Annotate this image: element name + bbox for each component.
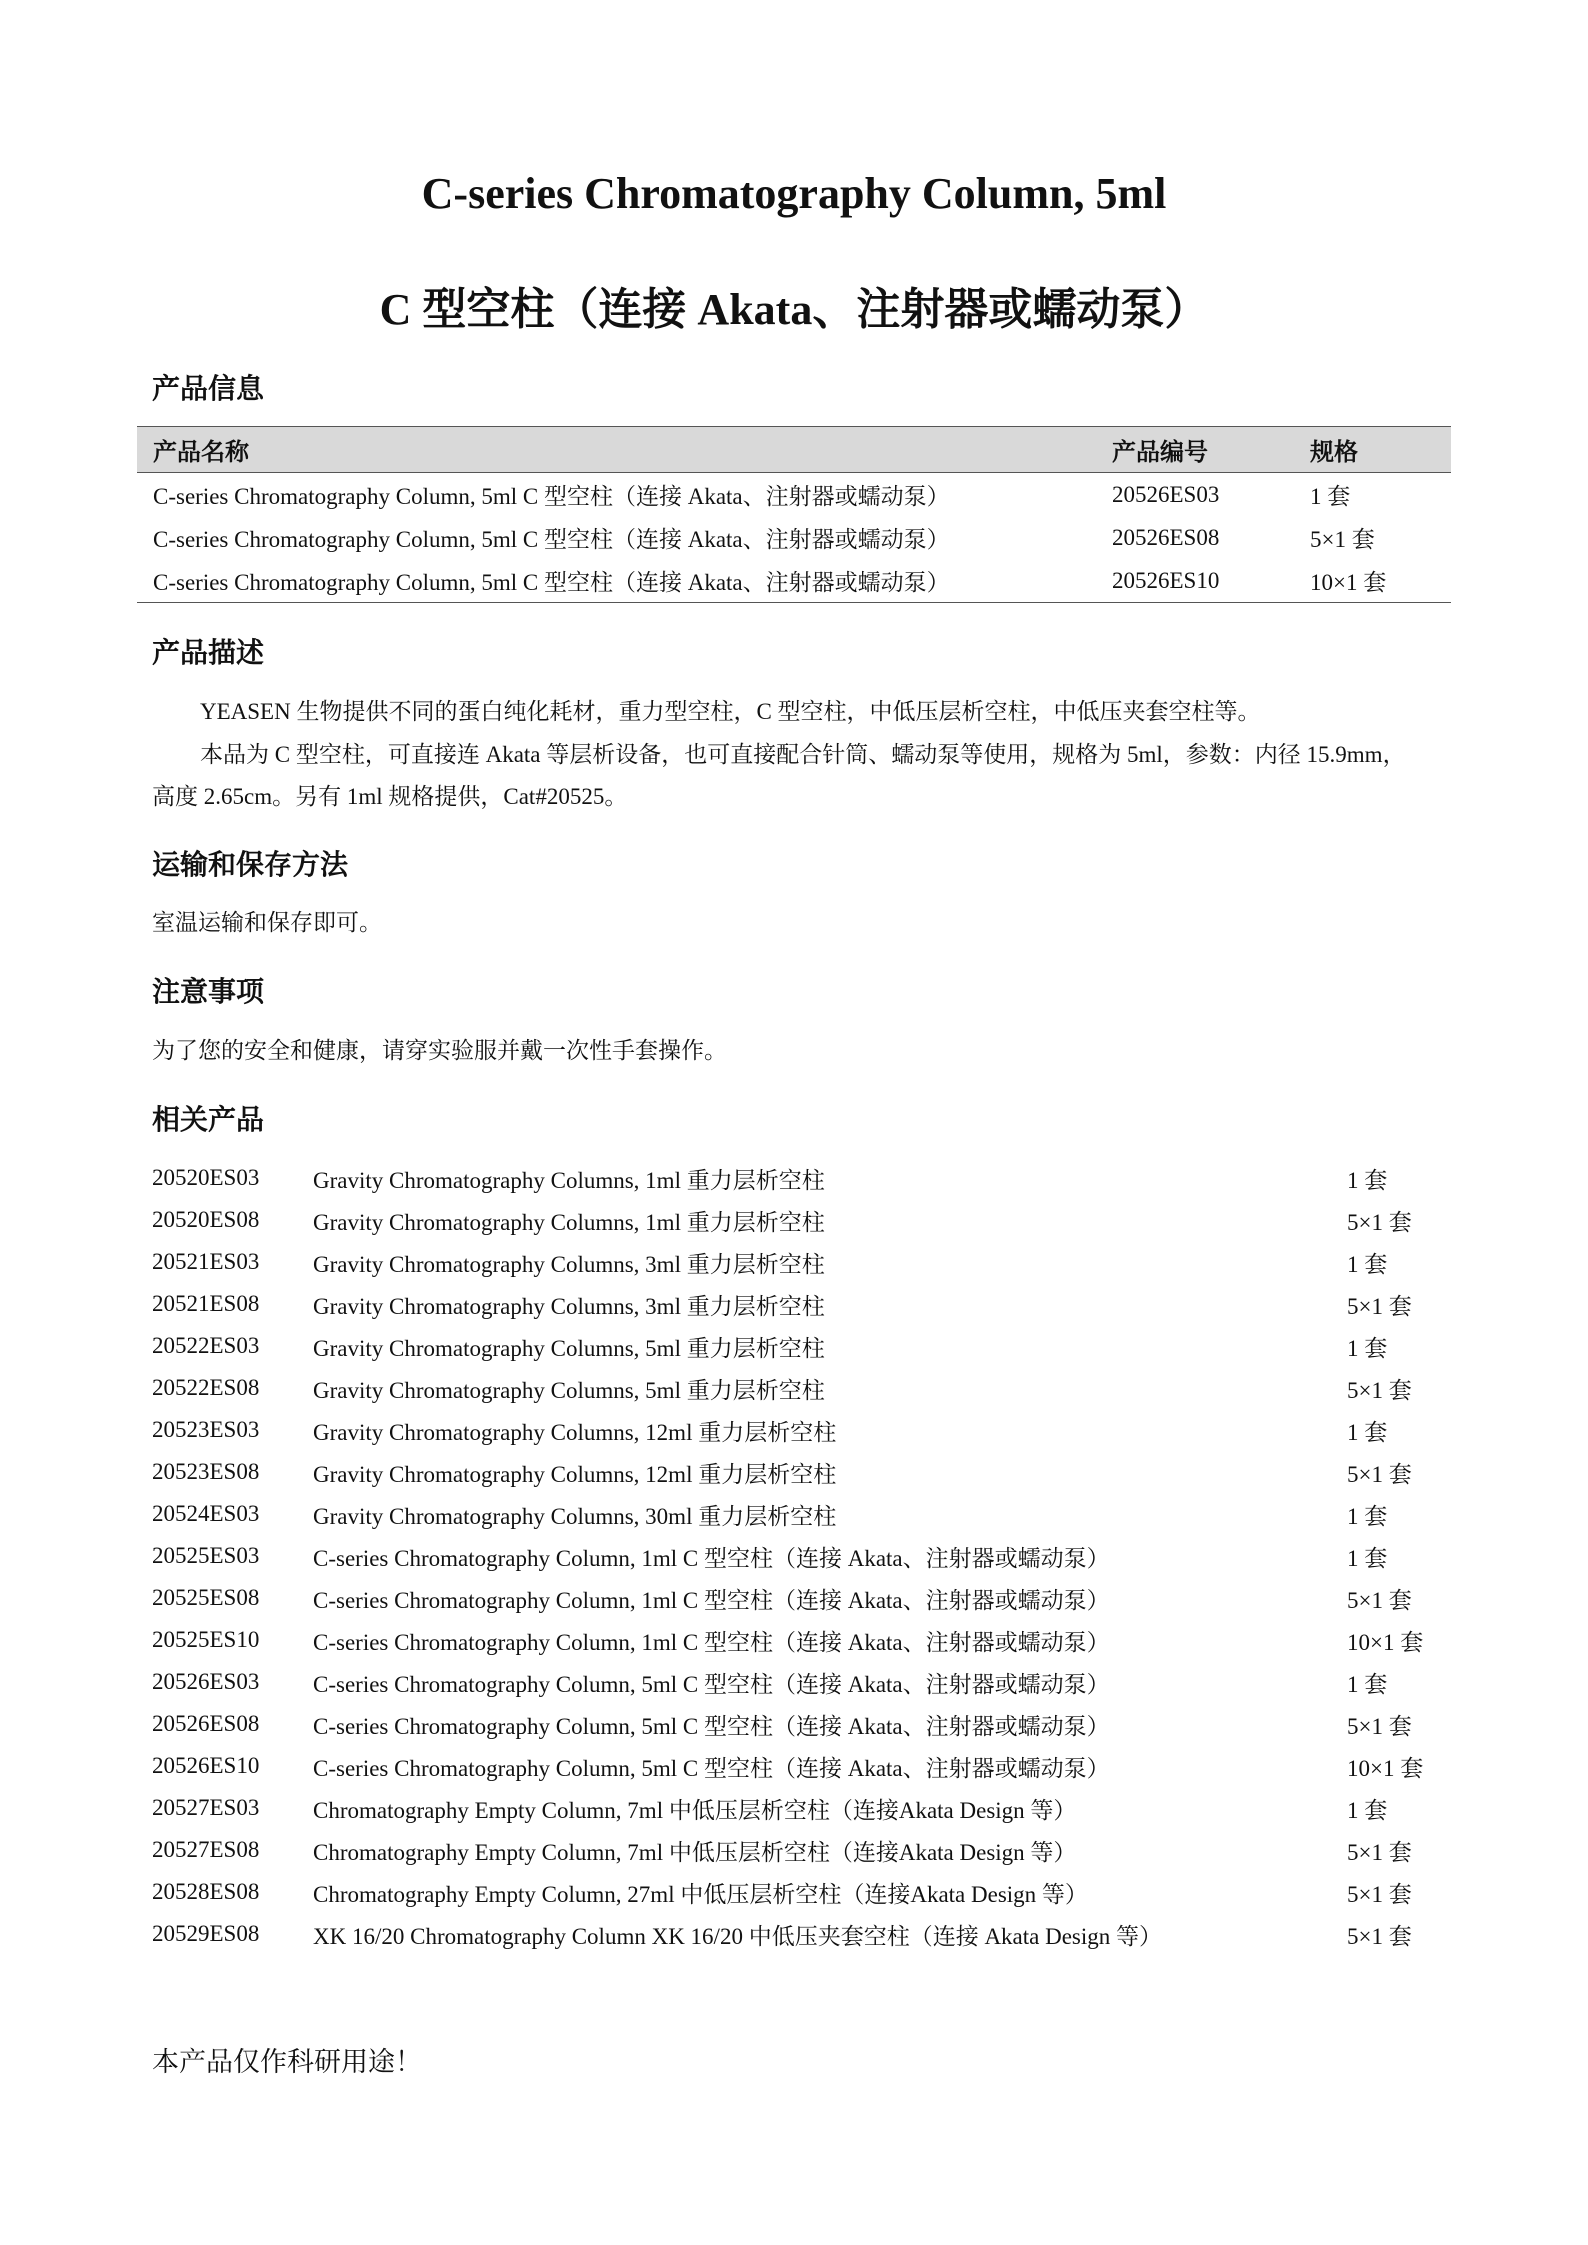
- header-spec: 规格: [1310, 427, 1451, 473]
- related-code: 20520ES08: [152, 1207, 260, 1232]
- related-spec: 5×1 套: [1347, 1209, 1412, 1235]
- header-product-code: 产品编号: [1112, 427, 1310, 473]
- table-row: [152, 1199, 1423, 1241]
- product-name: C-series Chromatography Column, 5ml C 型空柱（连接 Akata、注射器或蠕动泵）: [153, 484, 950, 509]
- related-name: C-series Chromatography Column, 1ml C 型空柱（连接 Akata、注射器或蠕动泵）: [313, 1545, 1110, 1571]
- related-code: 20529ES08: [152, 1921, 260, 1946]
- table-row: [152, 1913, 1423, 1955]
- description-paragraph-2-line-1: 本品为 C 型空柱，可直接连 Akata 等层析设备，也可直接配合针筒、蠕动泵等使用，规格为 5ml，参数：内径 15.9mm，: [200, 742, 1406, 767]
- table-row: [152, 1241, 1423, 1283]
- related-code: 20527ES03: [152, 1795, 260, 1820]
- related-name: Chromatography Empty Column, 27ml 中低压层析空柱（连接Akata Design 等）: [313, 1881, 1088, 1907]
- table-row: [152, 1283, 1423, 1325]
- table-row: [137, 516, 1451, 559]
- related-code: 20524ES03: [152, 1501, 260, 1526]
- related-code: 20525ES08: [152, 1585, 260, 1610]
- related-spec: 5×1 套: [1347, 1293, 1412, 1319]
- related-spec: 10×1 套: [1347, 1629, 1424, 1655]
- related-code: 20526ES03: [152, 1669, 260, 1694]
- table-row: [152, 1325, 1423, 1367]
- related-code: 20523ES08: [152, 1459, 260, 1484]
- related-code: 20525ES10: [152, 1627, 260, 1652]
- product-code: 20526ES10: [1112, 559, 1310, 603]
- related-spec: 5×1 套: [1347, 1881, 1412, 1907]
- description-paragraph-2-line-2: 高度 2.65cm。另有 1ml 规格提供，Cat#20525。: [152, 784, 628, 809]
- related-code: 20522ES03: [152, 1333, 260, 1358]
- related-name: C-series Chromatography Column, 5ml C 型空柱（连接 Akata、注射器或蠕动泵）: [313, 1671, 1110, 1697]
- related-name: Chromatography Empty Column, 7ml 中低压层析空柱（连接Akata Design 等）: [313, 1797, 1077, 1823]
- related-code: 20521ES03: [152, 1249, 260, 1274]
- related-name: Gravity Chromatography Columns, 3ml 重力层析空柱: [313, 1251, 825, 1277]
- title-chinese: C 型空柱（连接 Akata、注射器或蠕动泵）: [379, 285, 1209, 334]
- table-row: [152, 1451, 1423, 1493]
- related-spec: 1 套: [1347, 1671, 1388, 1697]
- notes-text: 为了您的安全和健康，请穿实验服并戴一次性手套操作。: [152, 1038, 727, 1063]
- heading-storage: 运输和保存方法: [152, 850, 349, 881]
- product-name: C-series Chromatography Column, 5ml C 型空柱（连接 Akata、注射器或蠕动泵）: [153, 527, 950, 552]
- table-row: [152, 1535, 1423, 1577]
- table-row: [152, 1787, 1423, 1829]
- related-spec: 5×1 套: [1347, 1713, 1412, 1739]
- related-name: Gravity Chromatography Columns, 5ml 重力层析空柱: [313, 1377, 825, 1403]
- related-code: 20526ES10: [152, 1753, 260, 1778]
- heading-product-info: 产品信息: [152, 374, 265, 405]
- related-spec: 5×1 套: [1347, 1461, 1412, 1487]
- header-product-name: 产品名称: [137, 427, 1112, 473]
- table-row: [152, 1703, 1423, 1745]
- related-name: C-series Chromatography Column, 1ml C 型空柱（连接 Akata、注射器或蠕动泵）: [313, 1587, 1110, 1613]
- related-code: 20527ES08: [152, 1837, 260, 1862]
- related-name: Gravity Chromatography Columns, 1ml 重力层析空柱: [313, 1209, 825, 1235]
- heading-notes: 注意事项: [152, 977, 265, 1008]
- related-code: 20528ES08: [152, 1879, 260, 1904]
- related-name: Gravity Chromatography Columns, 5ml 重力层析空柱: [313, 1335, 825, 1361]
- table-row: [152, 1619, 1423, 1661]
- related-name: Gravity Chromatography Columns, 12ml 重力层析空柱: [313, 1419, 837, 1445]
- product-name: C-series Chromatography Column, 5ml C 型空柱（连接 Akata、注射器或蠕动泵）: [137, 559, 1112, 603]
- related-spec: 1 套: [1347, 1419, 1388, 1445]
- heading-related-products: 相关产品: [152, 1105, 265, 1136]
- related-spec: 1 套: [1347, 1251, 1388, 1277]
- table-row: [152, 1409, 1423, 1451]
- related-code: 20525ES03: [152, 1543, 260, 1568]
- product-spec: 5×1 套: [1310, 527, 1375, 552]
- related-spec: 5×1 套: [1347, 1923, 1412, 1949]
- related-products-table: [152, 1157, 1423, 1955]
- related-spec: 5×1 套: [1347, 1377, 1412, 1403]
- research-use-notice: 本产品仅作科研用途！: [152, 2047, 422, 2077]
- table-row: [152, 1745, 1423, 1787]
- product-spec: 10×1 套: [1310, 559, 1451, 603]
- related-spec: 1 套: [1347, 1167, 1388, 1193]
- storage-text: 室温运输和保存即可。: [152, 910, 382, 935]
- related-code: 20521ES08: [152, 1291, 260, 1316]
- table-row: [152, 1157, 1423, 1199]
- table-row: [152, 1367, 1423, 1409]
- table-row: [152, 1829, 1423, 1871]
- related-name: C-series Chromatography Column, 5ml C 型空柱（连接 Akata、注射器或蠕动泵）: [313, 1755, 1110, 1781]
- description-paragraph-1: YEASEN 生物提供不同的蛋白纯化耗材，重力型空柱，C 型空柱，中低压层析空柱，中低压夹套空柱等。: [200, 699, 1261, 724]
- related-code: 20523ES03: [152, 1417, 260, 1442]
- related-spec: 5×1 套: [1347, 1839, 1412, 1865]
- table-row: [137, 559, 1451, 603]
- related-name: Gravity Chromatography Columns, 1ml 重力层析空柱: [313, 1167, 825, 1193]
- table-header-row: [137, 427, 1451, 473]
- product-code: 20526ES03: [1112, 481, 1220, 507]
- related-name: Gravity Chromatography Columns, 12ml 重力层析空柱: [313, 1461, 837, 1487]
- product-info-table: [137, 426, 1451, 603]
- table-row: [152, 1661, 1423, 1703]
- table-row: [152, 1871, 1423, 1913]
- table-row: [152, 1577, 1423, 1619]
- related-spec: 1 套: [1347, 1335, 1388, 1361]
- related-spec: 1 套: [1347, 1797, 1388, 1823]
- related-name: Gravity Chromatography Columns, 3ml 重力层析空柱: [313, 1293, 825, 1319]
- related-name: C-series Chromatography Column, 5ml C 型空柱（连接 Akata、注射器或蠕动泵）: [313, 1713, 1110, 1739]
- related-spec: 10×1 套: [1347, 1755, 1424, 1781]
- product-spec: 1 套: [1310, 484, 1351, 509]
- related-name: XK 16/20 Chromatography Column XK 16/20 中低压夹套空柱（连接 Akata Design 等）: [313, 1923, 1163, 1949]
- related-spec: 1 套: [1347, 1503, 1388, 1529]
- title-english: C-series Chromatography Column, 5ml: [421, 169, 1167, 218]
- related-code: 20522ES08: [152, 1375, 260, 1400]
- product-code: 20526ES08: [1112, 524, 1220, 550]
- related-name: C-series Chromatography Column, 1ml C 型空柱（连接 Akata、注射器或蠕动泵）: [313, 1629, 1110, 1655]
- related-code: 20526ES08: [152, 1711, 260, 1736]
- heading-description: 产品描述: [152, 638, 265, 669]
- related-name: Chromatography Empty Column, 7ml 中低压层析空柱（连接Akata Design 等）: [313, 1839, 1077, 1865]
- related-spec: 1 套: [1347, 1545, 1388, 1571]
- related-name: Gravity Chromatography Columns, 30ml 重力层析空柱: [313, 1503, 837, 1529]
- table-row: [137, 473, 1451, 517]
- table-row: [152, 1493, 1423, 1535]
- related-code: 20520ES03: [152, 1165, 260, 1190]
- related-spec: 5×1 套: [1347, 1587, 1412, 1613]
